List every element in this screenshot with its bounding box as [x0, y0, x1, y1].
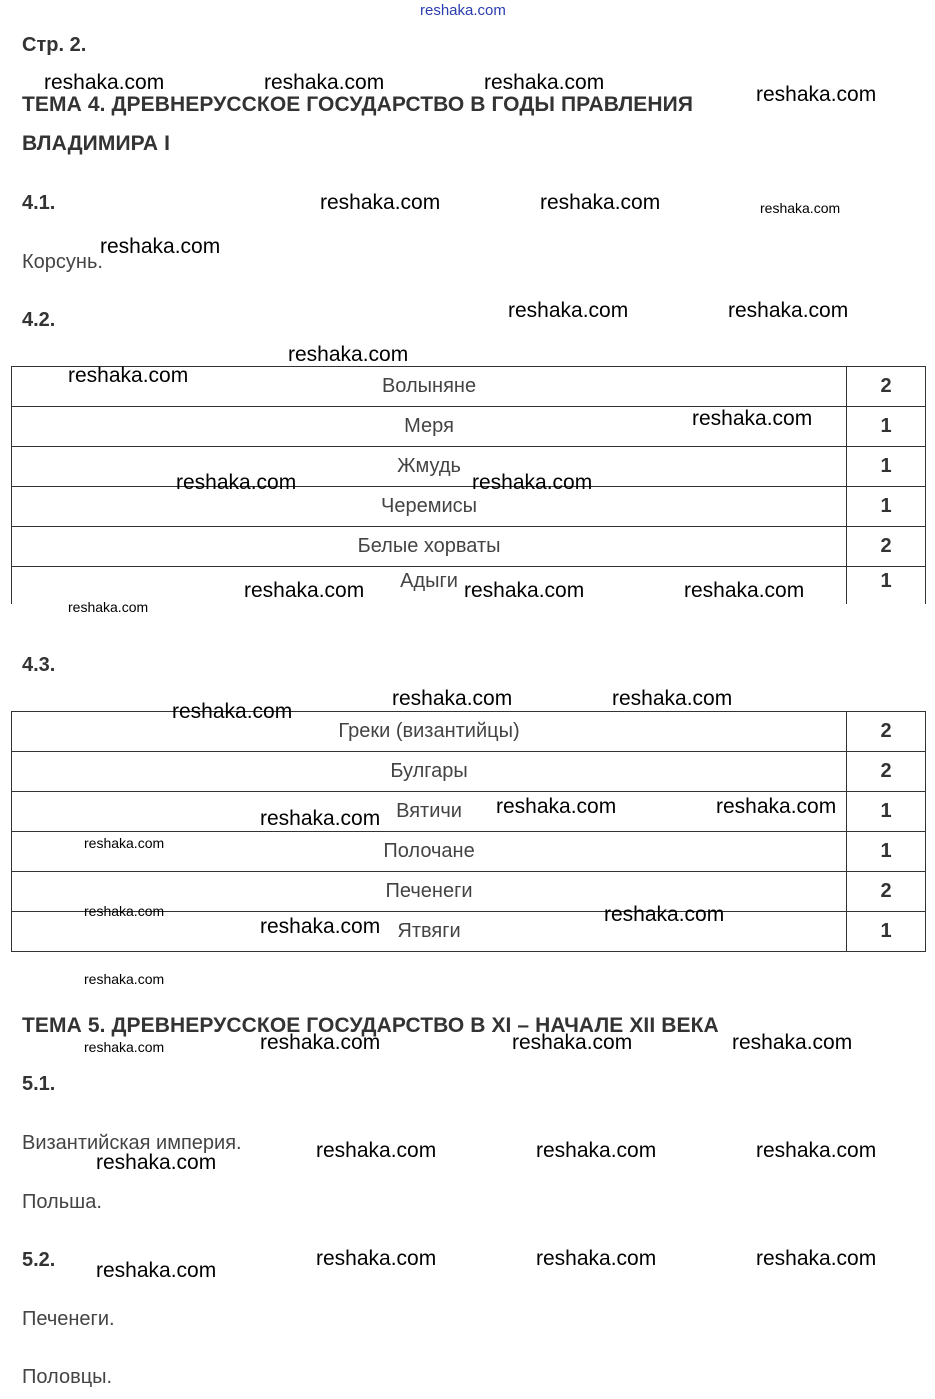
table-row — [12, 487, 926, 527]
watermark: reshaka.com — [68, 364, 189, 387]
people-name: Полочане — [12, 832, 847, 872]
answer-4-1: Корсунь. — [22, 251, 103, 273]
watermark: reshaka.com — [756, 83, 877, 106]
watermark: reshaka.com — [756, 1247, 877, 1270]
tribe-value: 1 — [847, 407, 926, 447]
people-name: Ятвяги — [12, 912, 847, 952]
tribe-name: Черемисы — [12, 487, 847, 527]
tribe-value: 1 — [847, 487, 926, 527]
watermark: reshaka.com — [732, 1031, 853, 1054]
watermark: reshaka.com — [260, 1031, 381, 1054]
watermark: reshaka.com — [264, 71, 385, 94]
watermark: reshaka.com — [760, 200, 841, 216]
watermark: reshaka.com — [260, 915, 381, 938]
people-value: 1 — [847, 912, 926, 952]
tribe-name: Адыги — [12, 567, 847, 605]
answer-5-1-a: Византийская империя. — [22, 1132, 242, 1154]
people-value: 2 — [847, 752, 926, 792]
table-4-2 — [11, 366, 926, 604]
watermark: reshaka.com — [288, 343, 409, 366]
watermark: reshaka.com — [604, 903, 725, 926]
topic4-title-line1: ТЕМА 4. ДРЕВНЕРУССКОЕ ГОСУДАРСТВО В ГОДЫ ПРАВЛЕНИЯ — [22, 93, 694, 116]
watermark: reshaka.com — [84, 1039, 165, 1055]
watermark: reshaka.com — [176, 471, 297, 494]
watermark: reshaka.com — [100, 235, 221, 258]
tribe-name: Белые хорваты — [12, 527, 847, 567]
answer-5-2-a: Печенеги. — [22, 1308, 115, 1330]
watermark: reshaka.com — [320, 191, 441, 214]
table-row — [12, 447, 926, 487]
watermark: reshaka.com — [612, 687, 733, 710]
watermark: reshaka.com — [496, 795, 617, 818]
people-name: Греки (византийцы) — [12, 712, 847, 752]
tribe-value: 2 — [847, 527, 926, 567]
table-row — [12, 527, 926, 567]
watermark: reshaka.com — [244, 579, 365, 602]
people-name: Печенеги — [12, 872, 847, 912]
watermark: reshaka.com — [96, 1259, 217, 1282]
people-value: 2 — [847, 712, 926, 752]
watermark: reshaka.com — [44, 71, 165, 94]
watermark: reshaka.com — [728, 299, 849, 322]
people-name: Булгары — [12, 752, 847, 792]
watermark: reshaka.com — [172, 700, 293, 723]
site-header-link[interactable]: reshaka.com — [420, 2, 506, 19]
watermark: reshaka.com — [84, 903, 165, 919]
watermark: reshaka.com — [84, 835, 165, 851]
tribe-value: 1 — [847, 447, 926, 487]
question-number-4-3: 4.3. — [22, 654, 56, 676]
tribe-value: 1 — [847, 567, 926, 605]
watermark: reshaka.com — [260, 807, 381, 830]
watermark: reshaka.com — [756, 1139, 877, 1162]
watermark: reshaka.com — [68, 599, 149, 615]
topic5-title: ТЕМА 5. ДРЕВНЕРУССКОЕ ГОСУДАРСТВО В XI – НАЧАЛЕ XII ВЕКА — [22, 1014, 719, 1037]
people-value: 2 — [847, 872, 926, 912]
watermark: reshaka.com — [316, 1247, 437, 1270]
question-number-4-1: 4.1. — [22, 192, 56, 214]
watermark: reshaka.com — [316, 1139, 437, 1162]
watermark: reshaka.com — [84, 971, 165, 987]
people-value: 1 — [847, 832, 926, 872]
page-label: Стр. 2. — [22, 34, 87, 56]
watermark: reshaka.com — [684, 579, 805, 602]
question-number-4-2: 4.2. — [22, 309, 56, 331]
watermark: reshaka.com — [392, 687, 513, 710]
people-name: Вятичи — [12, 792, 847, 832]
topic4-title-line2: ВЛАДИМИРА I — [22, 132, 171, 155]
watermark: reshaka.com — [716, 795, 837, 818]
tribe-value: 2 — [847, 367, 926, 407]
watermark: reshaka.com — [536, 1139, 657, 1162]
tribe-name: Волыняне — [12, 367, 847, 407]
question-number-5-1: 5.1. — [22, 1073, 56, 1095]
watermark: reshaka.com — [692, 407, 813, 430]
table-row — [12, 712, 926, 752]
watermark: reshaka.com — [464, 579, 585, 602]
table-row — [12, 752, 926, 792]
watermark: reshaka.com — [472, 471, 593, 494]
watermark: reshaka.com — [484, 71, 605, 94]
tribe-name: Меря — [12, 407, 847, 447]
people-value: 1 — [847, 792, 926, 832]
answer-5-1-b: Польша. — [22, 1191, 102, 1213]
watermark: reshaka.com — [536, 1247, 657, 1270]
answer-5-2-b: Половцы. — [22, 1366, 113, 1388]
watermark: reshaka.com — [512, 1031, 633, 1054]
watermark: reshaka.com — [96, 1151, 217, 1174]
watermark: reshaka.com — [508, 299, 629, 322]
tribe-name: Жмудь — [12, 447, 847, 487]
watermark: reshaka.com — [540, 191, 661, 214]
question-number-5-2: 5.2. — [22, 1249, 56, 1271]
